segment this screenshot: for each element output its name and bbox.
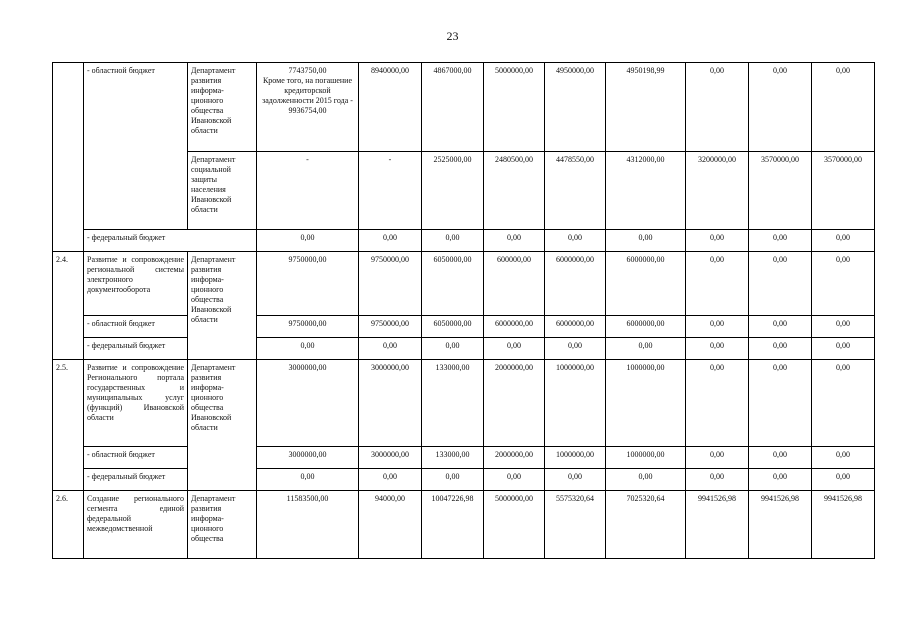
table-row bbox=[53, 316, 875, 338]
value-cell: 1000000,00 bbox=[606, 447, 686, 469]
index-cell: 2.5. bbox=[53, 360, 84, 491]
value-cell: 8940000,00 bbox=[359, 63, 422, 152]
value-cell: 0,00 bbox=[422, 338, 484, 360]
value-cell: 0,00 bbox=[749, 447, 812, 469]
value-cell: 2525000,00 bbox=[422, 152, 484, 230]
value-cell: 4950198,99 bbox=[606, 63, 686, 152]
table-row bbox=[53, 469, 875, 491]
value-cell: 9750000,00 bbox=[257, 252, 359, 316]
table-row bbox=[53, 230, 875, 252]
funding-source-cell: - областной бюджет bbox=[84, 447, 188, 469]
value-cell: 0,00 bbox=[606, 338, 686, 360]
value-cell: - bbox=[257, 152, 359, 230]
value-cell: 6000000,00 bbox=[545, 316, 606, 338]
value-cell: 3000000,00 bbox=[359, 360, 422, 447]
value-cell: 0,00 bbox=[257, 230, 359, 252]
value-cell: 9941526,98 bbox=[749, 491, 812, 559]
executor-cell: Департамент развития информа-ционного общества Ивановской области bbox=[188, 63, 257, 152]
value-cell: 0,00 bbox=[812, 338, 875, 360]
value-cell: 6000000,00 bbox=[545, 252, 606, 316]
funding-source-cell: - областной бюджет bbox=[84, 63, 188, 230]
value-amount: 7743750,00 bbox=[288, 66, 327, 75]
value-cell: 0,00 bbox=[812, 252, 875, 316]
value-cell: 0,00 bbox=[257, 338, 359, 360]
value-note: Кроме того, на погашение кредиторской задолженности 2015 года - 9936754,00 bbox=[262, 76, 353, 115]
value-cell: 4312000,00 bbox=[606, 152, 686, 230]
value-cell: 6000000,00 bbox=[606, 252, 686, 316]
value-cell: 0,00 bbox=[484, 469, 545, 491]
value-cell: 0,00 bbox=[545, 338, 606, 360]
page-number: 23 bbox=[446, 29, 459, 43]
executor-cell: Департамент развития информа-ционного общества Ивановской области bbox=[188, 360, 257, 491]
value-cell: 7025320,64 bbox=[606, 491, 686, 559]
table-row bbox=[53, 360, 875, 447]
value-cell: 0,00 bbox=[545, 469, 606, 491]
value-cell: 4867000,00 bbox=[422, 63, 484, 152]
value-cell: 2000000,00 bbox=[484, 447, 545, 469]
value-cell: 0,00 bbox=[749, 63, 812, 152]
index-cell: 2.4. bbox=[53, 252, 84, 360]
value-cell: 6050000,00 bbox=[422, 316, 484, 338]
value-cell: 0,00 bbox=[812, 316, 875, 338]
value-cell: 3570000,00 bbox=[749, 152, 812, 230]
value-cell: 9941526,98 bbox=[686, 491, 749, 559]
item-name-cell: Создание регионального сегмента единой федеральной межведомственной bbox=[84, 491, 188, 559]
value-cell: 3570000,00 bbox=[812, 152, 875, 230]
value-cell: 0,00 bbox=[812, 230, 875, 252]
value-cell: 2000000,00 bbox=[484, 360, 545, 447]
value-cell: 0,00 bbox=[812, 447, 875, 469]
value-cell: 0,00 bbox=[606, 230, 686, 252]
index-cell bbox=[53, 63, 84, 252]
value-cell: 3000000,00 bbox=[359, 447, 422, 469]
value-cell: 133000,00 bbox=[422, 360, 484, 447]
index-cell: 2.6. bbox=[53, 491, 84, 559]
value-cell: 0,00 bbox=[749, 316, 812, 338]
value-cell: 1000000,00 bbox=[606, 360, 686, 447]
value-cell: 3200000,00 bbox=[686, 152, 749, 230]
value-cell: 0,00 bbox=[812, 360, 875, 447]
value-cell: - bbox=[359, 152, 422, 230]
value-cell: 9750000,00 bbox=[359, 316, 422, 338]
value-cell: 9750000,00 bbox=[359, 252, 422, 316]
value-cell: 5000000,00 bbox=[484, 491, 545, 559]
value-cell: 0,00 bbox=[686, 230, 749, 252]
value-cell: 0,00 bbox=[545, 230, 606, 252]
value-cell: 2480500,00 bbox=[484, 152, 545, 230]
funding-source-cell: - федеральный бюджет bbox=[84, 230, 257, 252]
value-cell: 3000000,00 bbox=[257, 447, 359, 469]
value-cell: 0,00 bbox=[686, 63, 749, 152]
value-cell: 133000,00 bbox=[422, 447, 484, 469]
value-cell bbox=[257, 63, 359, 152]
table-row bbox=[53, 491, 875, 559]
value-cell: 6000000,00 bbox=[484, 316, 545, 338]
value-cell: 0,00 bbox=[606, 469, 686, 491]
value-cell: 4950000,00 bbox=[545, 63, 606, 152]
executor-cell: Департамент социальной защиты населения Ивановской области bbox=[188, 152, 257, 230]
value-cell: 0,00 bbox=[749, 469, 812, 491]
value-cell: 0,00 bbox=[749, 230, 812, 252]
value-cell: 1000000,00 bbox=[545, 360, 606, 447]
value-cell: 94000,00 bbox=[359, 491, 422, 559]
value-cell: 0,00 bbox=[812, 469, 875, 491]
value-cell: 0,00 bbox=[686, 252, 749, 316]
value-cell: 600000,00 bbox=[484, 252, 545, 316]
value-cell: 0,00 bbox=[686, 338, 749, 360]
value-cell: 10047226,98 bbox=[422, 491, 484, 559]
value-cell: 0,00 bbox=[686, 469, 749, 491]
value-cell: 0,00 bbox=[422, 469, 484, 491]
budget-table bbox=[52, 62, 875, 559]
item-name-cell: Развитие и сопровождение Регионального портала государственных и муниципальных услуг (функций) Ивановской области bbox=[84, 360, 188, 447]
item-name-cell: Развитие и сопровождение региональной системы электронного документооборота bbox=[84, 252, 188, 316]
value-cell: 0,00 bbox=[686, 447, 749, 469]
value-cell: 1000000,00 bbox=[545, 447, 606, 469]
value-cell: 0,00 bbox=[359, 338, 422, 360]
table-row bbox=[53, 252, 875, 316]
funding-source-cell: - федеральный бюджет bbox=[84, 338, 188, 360]
funding-source-cell: - областной бюджет bbox=[84, 316, 188, 338]
value-cell: 0,00 bbox=[484, 338, 545, 360]
value-cell: 0,00 bbox=[749, 360, 812, 447]
funding-source-cell: - федеральный бюджет bbox=[84, 469, 188, 491]
value-cell: 0,00 bbox=[686, 316, 749, 338]
value-cell: 5000000,00 bbox=[484, 63, 545, 152]
table-row bbox=[53, 447, 875, 469]
value-cell: 0,00 bbox=[749, 252, 812, 316]
value-cell: 0,00 bbox=[686, 360, 749, 447]
table-row bbox=[53, 63, 875, 152]
value-cell: 0,00 bbox=[257, 469, 359, 491]
table-row bbox=[53, 338, 875, 360]
value-cell: 0,00 bbox=[812, 63, 875, 152]
value-cell: 9941526,98 bbox=[812, 491, 875, 559]
value-cell: 3000000,00 bbox=[257, 360, 359, 447]
value-cell: 5575320,64 bbox=[545, 491, 606, 559]
value-cell: 4478550,00 bbox=[545, 152, 606, 230]
value-cell: 0,00 bbox=[359, 230, 422, 252]
value-cell: 0,00 bbox=[484, 230, 545, 252]
value-cell: 6000000,00 bbox=[606, 316, 686, 338]
value-cell: 11583500,00 bbox=[257, 491, 359, 559]
value-cell: 0,00 bbox=[749, 338, 812, 360]
value-cell: 9750000,00 bbox=[257, 316, 359, 338]
executor-cell: Департамент развития информа-ционного общества bbox=[188, 491, 257, 559]
value-cell: 6050000,00 bbox=[422, 252, 484, 316]
executor-cell: Департамент развития информа-ционного общества Ивановской области bbox=[188, 252, 257, 360]
value-cell: 0,00 bbox=[422, 230, 484, 252]
value-cell: 0,00 bbox=[359, 469, 422, 491]
